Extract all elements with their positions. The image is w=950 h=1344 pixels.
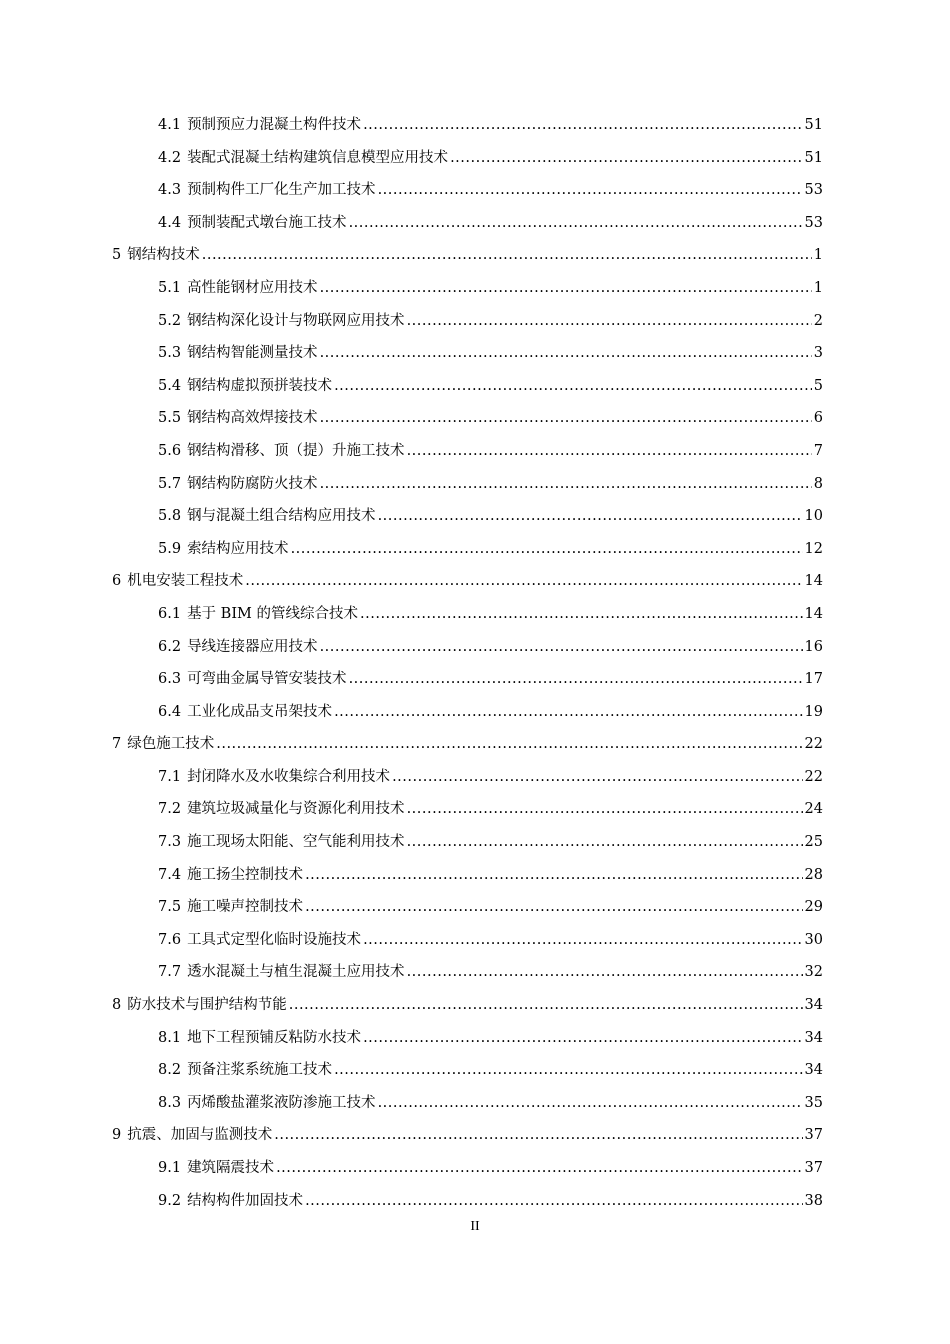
toc-entry-number: 5.2 xyxy=(158,312,182,329)
toc-entry-title: 预制预应力混凝土构件技术 xyxy=(187,117,362,133)
toc-entry-number: 4.4 xyxy=(158,214,182,231)
toc-section-entry[interactable] xyxy=(0,826,950,859)
toc-entry-page: 29 xyxy=(804,899,823,916)
toc-section-entry[interactable] xyxy=(0,1152,950,1185)
toc-entry-page: 25 xyxy=(804,834,823,851)
toc-section-entry[interactable] xyxy=(0,1185,950,1218)
toc-dot-leader xyxy=(407,826,803,859)
toc-entry-page: 19 xyxy=(804,703,823,720)
toc-section-entry[interactable] xyxy=(0,435,950,468)
toc-entry-number: 5.7 xyxy=(158,475,182,492)
toc-entry-number: 7.1 xyxy=(158,768,182,785)
toc-section-entry[interactable] xyxy=(0,696,950,729)
toc-entry-number: 6.2 xyxy=(158,638,182,655)
toc-entry-title: 钢与混凝土组合结构应用技术 xyxy=(187,508,376,525)
toc-section-entry[interactable] xyxy=(0,370,950,403)
toc-entry-title: 钢结构滑移、顶（提）升施工技术 xyxy=(187,442,405,459)
toc-entry-number: 5.8 xyxy=(158,508,182,525)
toc-entry-number: 7.7 xyxy=(158,964,182,981)
toc-section-entry[interactable] xyxy=(0,500,950,533)
toc-entry-title: 钢结构技术 xyxy=(127,247,200,264)
toc-dot-leader xyxy=(360,598,803,631)
toc-dot-leader xyxy=(289,989,803,1022)
toc-entry-page: 30 xyxy=(804,931,823,948)
toc-dot-leader xyxy=(320,402,812,435)
toc-entry-title: 施工现场太阳能、空气能利用技术 xyxy=(187,834,405,851)
toc-dot-leader xyxy=(320,468,812,501)
toc-section-entry[interactable] xyxy=(0,174,950,207)
toc-section-entry[interactable] xyxy=(0,337,950,370)
toc-chapter-entry[interactable] xyxy=(0,565,950,598)
toc-entry-page: 53 xyxy=(804,182,823,199)
toc-entry-page: 14 xyxy=(804,605,823,622)
toc-dot-leader xyxy=(320,337,812,370)
toc-entry-page: 10 xyxy=(804,508,823,525)
toc-entry-page: 6 xyxy=(813,410,823,427)
toc-entry-number: 6.3 xyxy=(158,671,182,688)
toc-section-entry[interactable] xyxy=(0,924,950,957)
toc-section-entry[interactable] xyxy=(0,891,950,924)
toc-entry-title: 预制装配式墩台施工技术 xyxy=(187,214,347,231)
toc-entry-title: 结构构件加固技术 xyxy=(187,1192,304,1209)
toc-dot-leader xyxy=(291,533,803,566)
toc-entry-number: 4.1 xyxy=(158,117,182,133)
toc-section-entry[interactable] xyxy=(0,793,950,826)
toc-entry-title: 导线连接器应用技术 xyxy=(187,638,318,655)
toc-dot-leader xyxy=(378,1087,803,1120)
toc-dot-leader xyxy=(334,370,812,403)
toc-dot-leader xyxy=(392,761,802,794)
toc-entry-title: 预备注浆系统施工技术 xyxy=(187,1062,333,1079)
toc-entry-number: 4.3 xyxy=(158,182,182,199)
toc-dot-leader xyxy=(407,793,803,826)
toc-entry-number: 5.5 xyxy=(158,410,182,427)
toc-entry-title: 基于 BIM 的管线综合技术 xyxy=(187,605,359,622)
toc-entry-number: 5 xyxy=(112,247,122,264)
toc-entry-page: 8 xyxy=(813,475,823,492)
toc-entry-page: 32 xyxy=(804,964,823,981)
toc-entry-page: 53 xyxy=(804,214,823,231)
toc-entry-number: 9.2 xyxy=(158,1192,182,1209)
toc-entry-number: 8.2 xyxy=(158,1062,182,1079)
toc-entry-page: 24 xyxy=(804,801,823,818)
toc-entry-page: 1 xyxy=(813,279,823,296)
toc-chapter-entry[interactable] xyxy=(0,989,950,1022)
toc-dot-leader xyxy=(305,859,802,892)
toc-entry-title: 预制构件工厂化生产加工技术 xyxy=(187,182,376,199)
toc-dot-leader xyxy=(378,174,803,207)
toc-chapter-entry[interactable] xyxy=(0,728,950,761)
toc-chapter-entry[interactable] xyxy=(0,1119,950,1152)
toc-entry-title: 防水技术与围护结构节能 xyxy=(127,997,287,1014)
toc-entry-title: 装配式混凝土结构建筑信息模型应用技术 xyxy=(187,149,449,166)
toc-entry-page: 3 xyxy=(813,345,823,362)
toc-entry-title: 机电安装工程技术 xyxy=(127,573,244,590)
toc-dot-leader xyxy=(363,109,802,142)
toc-entry-page: 22 xyxy=(804,736,823,753)
toc-section-entry[interactable] xyxy=(0,859,950,892)
toc-entry-number: 9.1 xyxy=(158,1160,182,1176)
toc-dot-leader xyxy=(363,924,802,957)
toc-section-entry[interactable] xyxy=(0,533,950,566)
toc-dot-leader xyxy=(334,696,802,729)
toc-dot-leader xyxy=(216,728,802,761)
toc-entry-title: 施工扬尘控制技术 xyxy=(187,866,304,883)
toc-entry-number: 5.3 xyxy=(158,345,182,362)
toc-section-entry[interactable] xyxy=(0,598,950,631)
toc-entry-title: 建筑垃圾减量化与资源化利用技术 xyxy=(187,801,405,818)
toc-dot-leader xyxy=(349,663,803,696)
toc-entry-title: 高性能钢材应用技术 xyxy=(187,279,318,296)
toc-dot-leader xyxy=(276,1152,802,1185)
toc-dot-leader xyxy=(407,956,803,989)
toc-entry-number: 8.1 xyxy=(158,1029,182,1046)
toc-entry-page: 7 xyxy=(813,442,823,459)
toc-entry-page: 37 xyxy=(804,1127,823,1144)
toc-entry-title: 建筑隔震技术 xyxy=(187,1160,275,1176)
toc-entry-title: 钢结构深化设计与物联网应用技术 xyxy=(187,312,405,329)
toc-entry-page: 37 xyxy=(804,1160,823,1176)
toc-entry-page: 28 xyxy=(804,866,823,883)
toc-dot-leader xyxy=(378,500,803,533)
toc-entry-title: 钢结构防腐防火技术 xyxy=(187,475,318,492)
toc-entry-page: 14 xyxy=(804,573,823,590)
toc-entry-title: 抗震、加固与监测技术 xyxy=(127,1127,273,1144)
toc-dot-leader xyxy=(202,239,812,272)
toc-dot-leader xyxy=(305,891,802,924)
toc-section-entry[interactable] xyxy=(0,468,950,501)
toc-entry-page: 35 xyxy=(804,1094,823,1111)
toc-entry-number: 9 xyxy=(112,1127,122,1144)
toc-entry-page: 1 xyxy=(813,247,823,264)
toc-entry-page: 34 xyxy=(804,1029,823,1046)
toc-dot-leader xyxy=(320,631,803,664)
toc-entry-number: 5.6 xyxy=(158,442,182,459)
toc-section-entry[interactable] xyxy=(0,1054,950,1087)
toc-entry-title: 绿色施工技术 xyxy=(127,736,215,753)
toc-entry-number: 6 xyxy=(112,573,122,590)
toc-entry-number: 8 xyxy=(112,997,122,1014)
toc-entry-page: 22 xyxy=(804,768,823,785)
toc-entry-number: 6.4 xyxy=(158,703,182,720)
toc-entry-number: 7.4 xyxy=(158,866,182,883)
table-of-contents xyxy=(0,109,950,1217)
toc-entry-number: 7.6 xyxy=(158,931,182,948)
toc-section-entry[interactable] xyxy=(0,142,950,175)
toc-entry-title: 钢结构高效焊接技术 xyxy=(187,410,318,427)
toc-entry-title: 透水混凝土与植生混凝土应用技术 xyxy=(187,964,405,981)
toc-entry-page: 17 xyxy=(804,671,823,688)
toc-dot-leader xyxy=(407,435,812,468)
toc-entry-title: 封闭降水及水收集综合利用技术 xyxy=(187,768,391,785)
toc-entry-title: 丙烯酸盐灌浆液防渗施工技术 xyxy=(187,1094,376,1111)
toc-entry-page: 34 xyxy=(804,997,823,1014)
toc-entry-number: 7.3 xyxy=(158,834,182,851)
toc-entry-title: 工具式定型化临时设施技术 xyxy=(187,931,362,948)
toc-entry-number: 7.5 xyxy=(158,899,182,916)
page-number-footer: II xyxy=(470,1219,480,1234)
toc-entry-page: 51 xyxy=(804,149,823,166)
toc-entry-page: 34 xyxy=(804,1062,823,1079)
toc-entry-page: 2 xyxy=(813,312,823,329)
toc-dot-leader xyxy=(349,207,803,240)
toc-dot-leader xyxy=(245,565,802,598)
toc-section-entry[interactable] xyxy=(0,1087,950,1120)
toc-entry-number: 7.2 xyxy=(158,801,182,818)
toc-entry-title: 可弯曲金属导管安装技术 xyxy=(187,671,347,688)
toc-section-entry[interactable] xyxy=(0,1022,950,1055)
toc-entry-page: 38 xyxy=(804,1192,823,1209)
toc-dot-leader xyxy=(305,1185,802,1218)
toc-section-entry[interactable] xyxy=(0,305,950,338)
toc-section-entry[interactable] xyxy=(0,402,950,435)
toc-entry-page: 5 xyxy=(813,377,823,394)
toc-section-entry[interactable] xyxy=(0,109,950,142)
toc-entry-number: 5.9 xyxy=(158,540,182,557)
toc-entry-number: 8.3 xyxy=(158,1094,182,1111)
toc-dot-leader xyxy=(450,142,802,175)
toc-entry-number: 5.1 xyxy=(158,279,182,296)
toc-dot-leader xyxy=(363,1022,802,1055)
toc-dot-leader xyxy=(320,272,812,305)
toc-entry-title: 地下工程预铺反粘防水技术 xyxy=(187,1029,362,1046)
toc-entry-number: 4.2 xyxy=(158,149,182,166)
toc-section-entry[interactable] xyxy=(0,663,950,696)
toc-entry-number: 6.1 xyxy=(158,605,182,622)
toc-entry-title: 工业化成品支吊架技术 xyxy=(187,703,333,720)
toc-dot-leader xyxy=(274,1119,802,1152)
toc-section-entry[interactable] xyxy=(0,761,950,794)
toc-section-entry[interactable] xyxy=(0,272,950,305)
toc-entry-number: 7 xyxy=(112,736,122,753)
toc-entry-title: 钢结构智能测量技术 xyxy=(187,345,318,362)
toc-dot-leader xyxy=(334,1054,802,1087)
toc-entry-page: 16 xyxy=(804,638,823,655)
toc-section-entry[interactable] xyxy=(0,207,950,240)
toc-entry-title: 索结构应用技术 xyxy=(187,540,289,557)
toc-entry-title: 施工噪声控制技术 xyxy=(187,899,304,916)
toc-section-entry[interactable] xyxy=(0,956,950,989)
toc-entry-title: 钢结构虚拟预拼装技术 xyxy=(187,377,333,394)
toc-dot-leader xyxy=(407,305,812,338)
toc-chapter-entry[interactable] xyxy=(0,239,950,272)
toc-section-entry[interactable] xyxy=(0,631,950,664)
toc-entry-number: 5.4 xyxy=(158,377,182,394)
toc-entry-page: 51 xyxy=(804,117,823,133)
toc-entry-page: 12 xyxy=(804,540,823,557)
